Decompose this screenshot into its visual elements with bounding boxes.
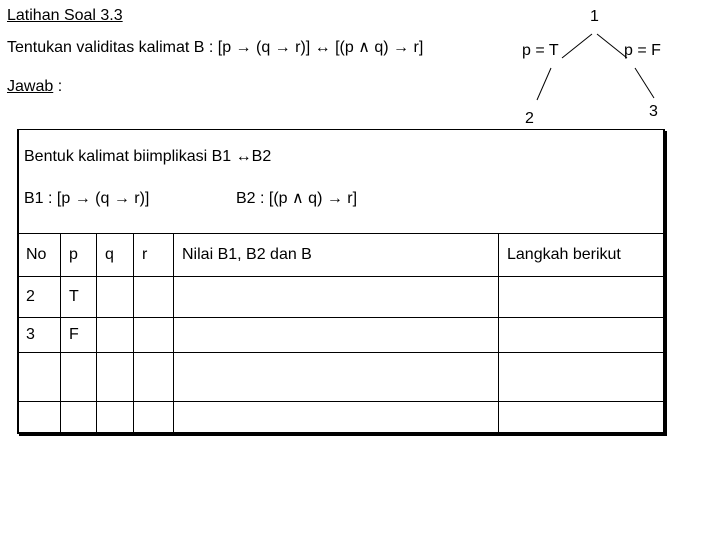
answer-word: Jawab (7, 78, 54, 95)
tree-right-leaf-label: 3 (649, 103, 658, 120)
table-cell (499, 353, 666, 402)
table-cell (134, 318, 174, 353)
table-cell (97, 353, 134, 402)
table-cell (18, 353, 61, 402)
truth-table (17, 233, 666, 433)
table-cell (174, 402, 499, 433)
tree-right-branch-label: p = F (624, 42, 661, 59)
header-r: r (134, 234, 174, 277)
table-cell (61, 402, 97, 433)
header-no: No (18, 234, 61, 277)
table-cell (97, 402, 134, 433)
header-langkah: Langkah berikut (499, 234, 666, 277)
tree-branch-left-line (562, 34, 592, 58)
b2-statement: B2 : [(p ∧ q) → r] (236, 190, 358, 207)
biimplication-heading: Bentuk kalimat biimplikasi B1 ↔B2 (24, 148, 272, 165)
table-cell (499, 277, 666, 318)
table-row (18, 353, 666, 402)
table-cell (134, 402, 174, 433)
table-cell (174, 277, 499, 318)
header-p: p (61, 234, 97, 277)
table-cell (134, 277, 174, 318)
table-row (18, 277, 666, 318)
table-row (18, 318, 666, 353)
table-cell (499, 318, 666, 353)
table-cell (97, 318, 134, 353)
table-cell (174, 318, 499, 353)
box-shadow-bottom (19, 434, 667, 436)
page-title: Latihan Soal 3.3 (7, 7, 123, 24)
table-cell (61, 353, 97, 402)
table-cell: 3 (18, 318, 61, 353)
table-cell (97, 277, 134, 318)
header-q: q (97, 234, 134, 277)
table-cell (174, 353, 499, 402)
table-cell: 2 (18, 277, 61, 318)
table-header-row (18, 234, 666, 277)
tree-branch-left-lower-line (537, 68, 551, 100)
tree-root-label: 1 (590, 8, 599, 25)
branch-tree-lines (0, 0, 720, 140)
tree-branch-right-line (597, 34, 627, 58)
table-cell: F (61, 318, 97, 353)
header-nilai: Nilai B1, B2 dan B (174, 234, 499, 277)
table-cell: T (61, 277, 97, 318)
tree-branch-right-lower-line (635, 68, 654, 98)
answer-colon: : (53, 78, 63, 95)
table-cell (18, 402, 61, 433)
table-cell (499, 402, 666, 433)
tree-left-branch-label: p = T (522, 42, 559, 59)
tree-left-leaf-label: 2 (525, 110, 534, 127)
table-row (18, 402, 666, 433)
b1-statement: B1 : [p → (q → r)] (24, 190, 150, 207)
table-cell (134, 353, 174, 402)
question-text: Tentukan validitas kalimat B : [p → (q → r)] ↔ [(p ∧ q) → r] (7, 39, 424, 56)
